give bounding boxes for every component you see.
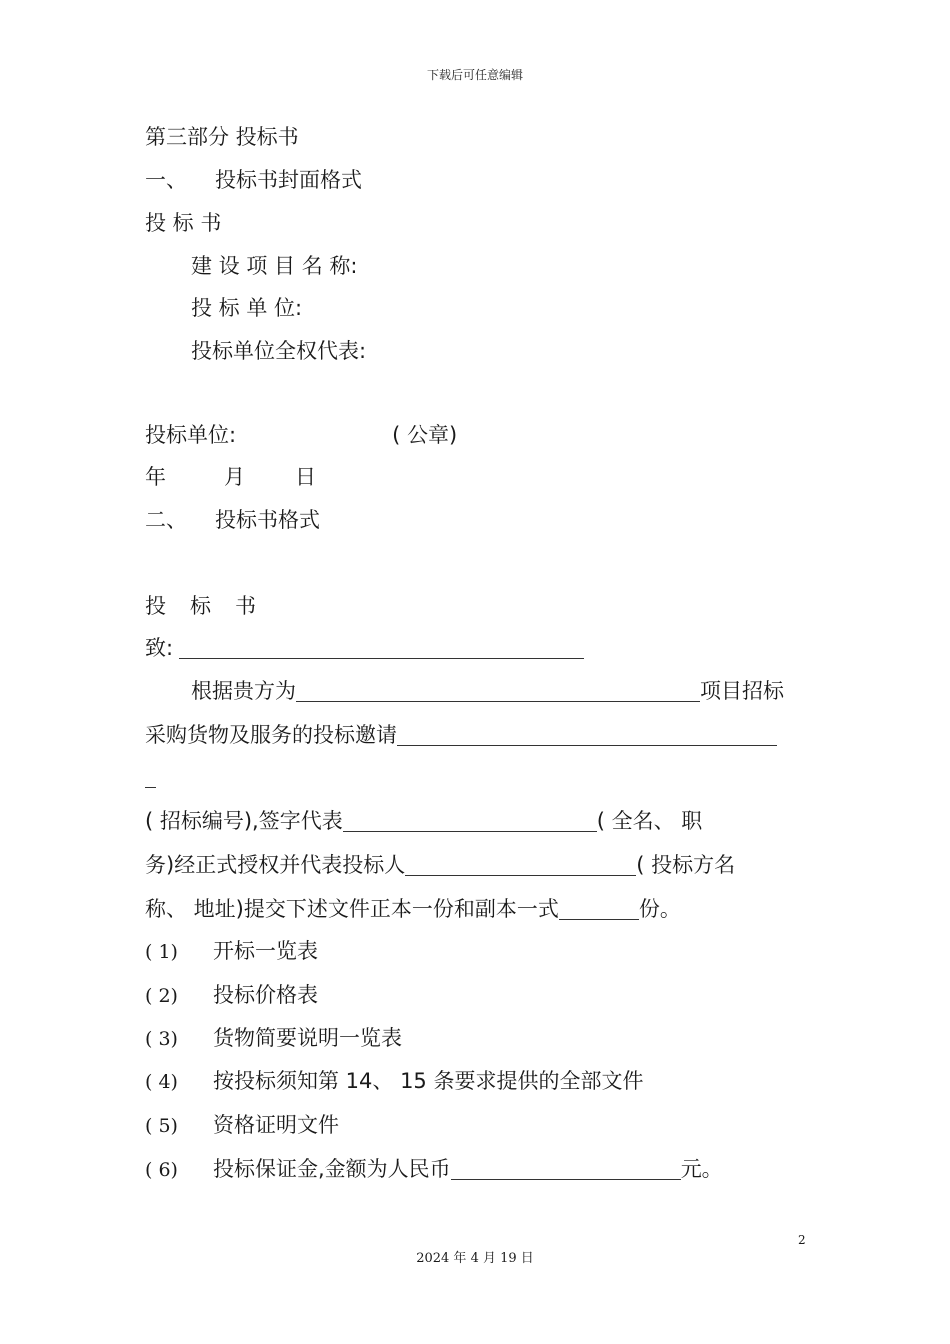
footer-date: 2024 年 4 月 19 日 [416, 1251, 534, 1266]
paragraph-line-2 [145, 721, 777, 749]
letter-title [145, 592, 256, 620]
paragraph-line-1 [191, 677, 784, 705]
list-item-number: ( 3) [145, 1028, 178, 1050]
cover-bidder: 投 标 单 位: [191, 296, 303, 320]
date-line [145, 463, 316, 491]
signature-bidder-label: 投标单位: [145, 423, 237, 447]
p5-text-a: 称、 地址)提交下述文件正本一份和副本一式 [145, 897, 559, 921]
list-item [145, 1024, 402, 1053]
date-day: 日 [295, 465, 316, 489]
bidder-blank [405, 853, 636, 876]
list-item-number: ( 5) [145, 1115, 178, 1137]
p3-text-b: ( 全名、 职 [596, 809, 703, 833]
header-note: 下载后可任意编辑 [426, 68, 523, 82]
cover-representative: 投标单位全权代表: [191, 339, 367, 363]
paragraph-line-5 [145, 895, 681, 923]
cover-project-name: 建 设 项 目 名 称: [191, 254, 358, 278]
signature-line [145, 421, 457, 449]
p5-text-b: 份。 [638, 897, 681, 921]
p1-text-a: 根据贵方为 [191, 679, 296, 703]
list-item [145, 1111, 339, 1140]
addressee-blank [179, 636, 584, 659]
section-1-heading [145, 166, 362, 194]
date-month: 月 [224, 465, 245, 489]
list-item-text: 资格证明文件 [213, 1113, 339, 1137]
p3-text-a: ( 招标编号),签字代表 [145, 809, 343, 833]
list-item [145, 1067, 643, 1096]
section-2-heading [145, 506, 320, 534]
list-item-text: 投标价格表 [213, 983, 318, 1007]
p4-text-a: 务)经正式授权并代表投标人 [145, 853, 406, 877]
page-number: 2 [798, 1233, 806, 1247]
section-1-number: 一、 [145, 168, 187, 192]
list-item [145, 981, 318, 1010]
paragraph-line-2-continuation [145, 763, 156, 791]
section-2-number: 二、 [145, 508, 187, 532]
section-2-title: 投标书格式 [215, 508, 320, 532]
p1-text-b: 项目招标 [700, 679, 784, 703]
list-item [145, 937, 318, 966]
list-item [145, 1155, 723, 1184]
letter-title-char-1: 投 [145, 594, 166, 618]
paragraph-line-3 [145, 807, 702, 835]
p2-text-a: 采购货物及服务的投标邀请 [145, 723, 397, 747]
project-name-blank [296, 679, 700, 702]
invitation-blank [397, 723, 777, 746]
list-item-number: ( 2) [145, 985, 178, 1007]
letter-title-char-3: 书 [235, 594, 256, 618]
invitation-blank-tail [145, 765, 156, 788]
signatory-blank [343, 809, 597, 832]
to-label: 致: [145, 636, 174, 660]
part-title: 第三部分 投标书 [145, 125, 299, 149]
section-1-title: 投标书封面格式 [215, 168, 362, 192]
list-item-text: 货物简要说明一览表 [213, 1026, 402, 1050]
official-seal-label: ( 公章) [392, 423, 458, 447]
copies-blank [559, 897, 639, 920]
date-year: 年 [145, 465, 166, 489]
list-item-number: ( 6) [145, 1159, 178, 1181]
list-item-text: 按投标须知第 14、 15 条要求提供的全部文件 [213, 1069, 644, 1093]
letter-title-char-2: 标 [190, 594, 211, 618]
list-item-number: ( 1) [145, 941, 178, 963]
cover-title: 投 标 书 [145, 211, 222, 235]
list-item-number: ( 4) [145, 1071, 178, 1093]
list-item-text: 投标保证金,金额为人民币 [213, 1157, 451, 1181]
p4-text-b: ( 投标方名 [636, 853, 736, 877]
list-item-tail: 元。 [680, 1157, 723, 1181]
deposit-amount-blank [451, 1157, 681, 1180]
paragraph-line-4 [145, 851, 735, 879]
list-item-text: 开标一览表 [213, 939, 318, 963]
addressee-line [145, 634, 584, 662]
